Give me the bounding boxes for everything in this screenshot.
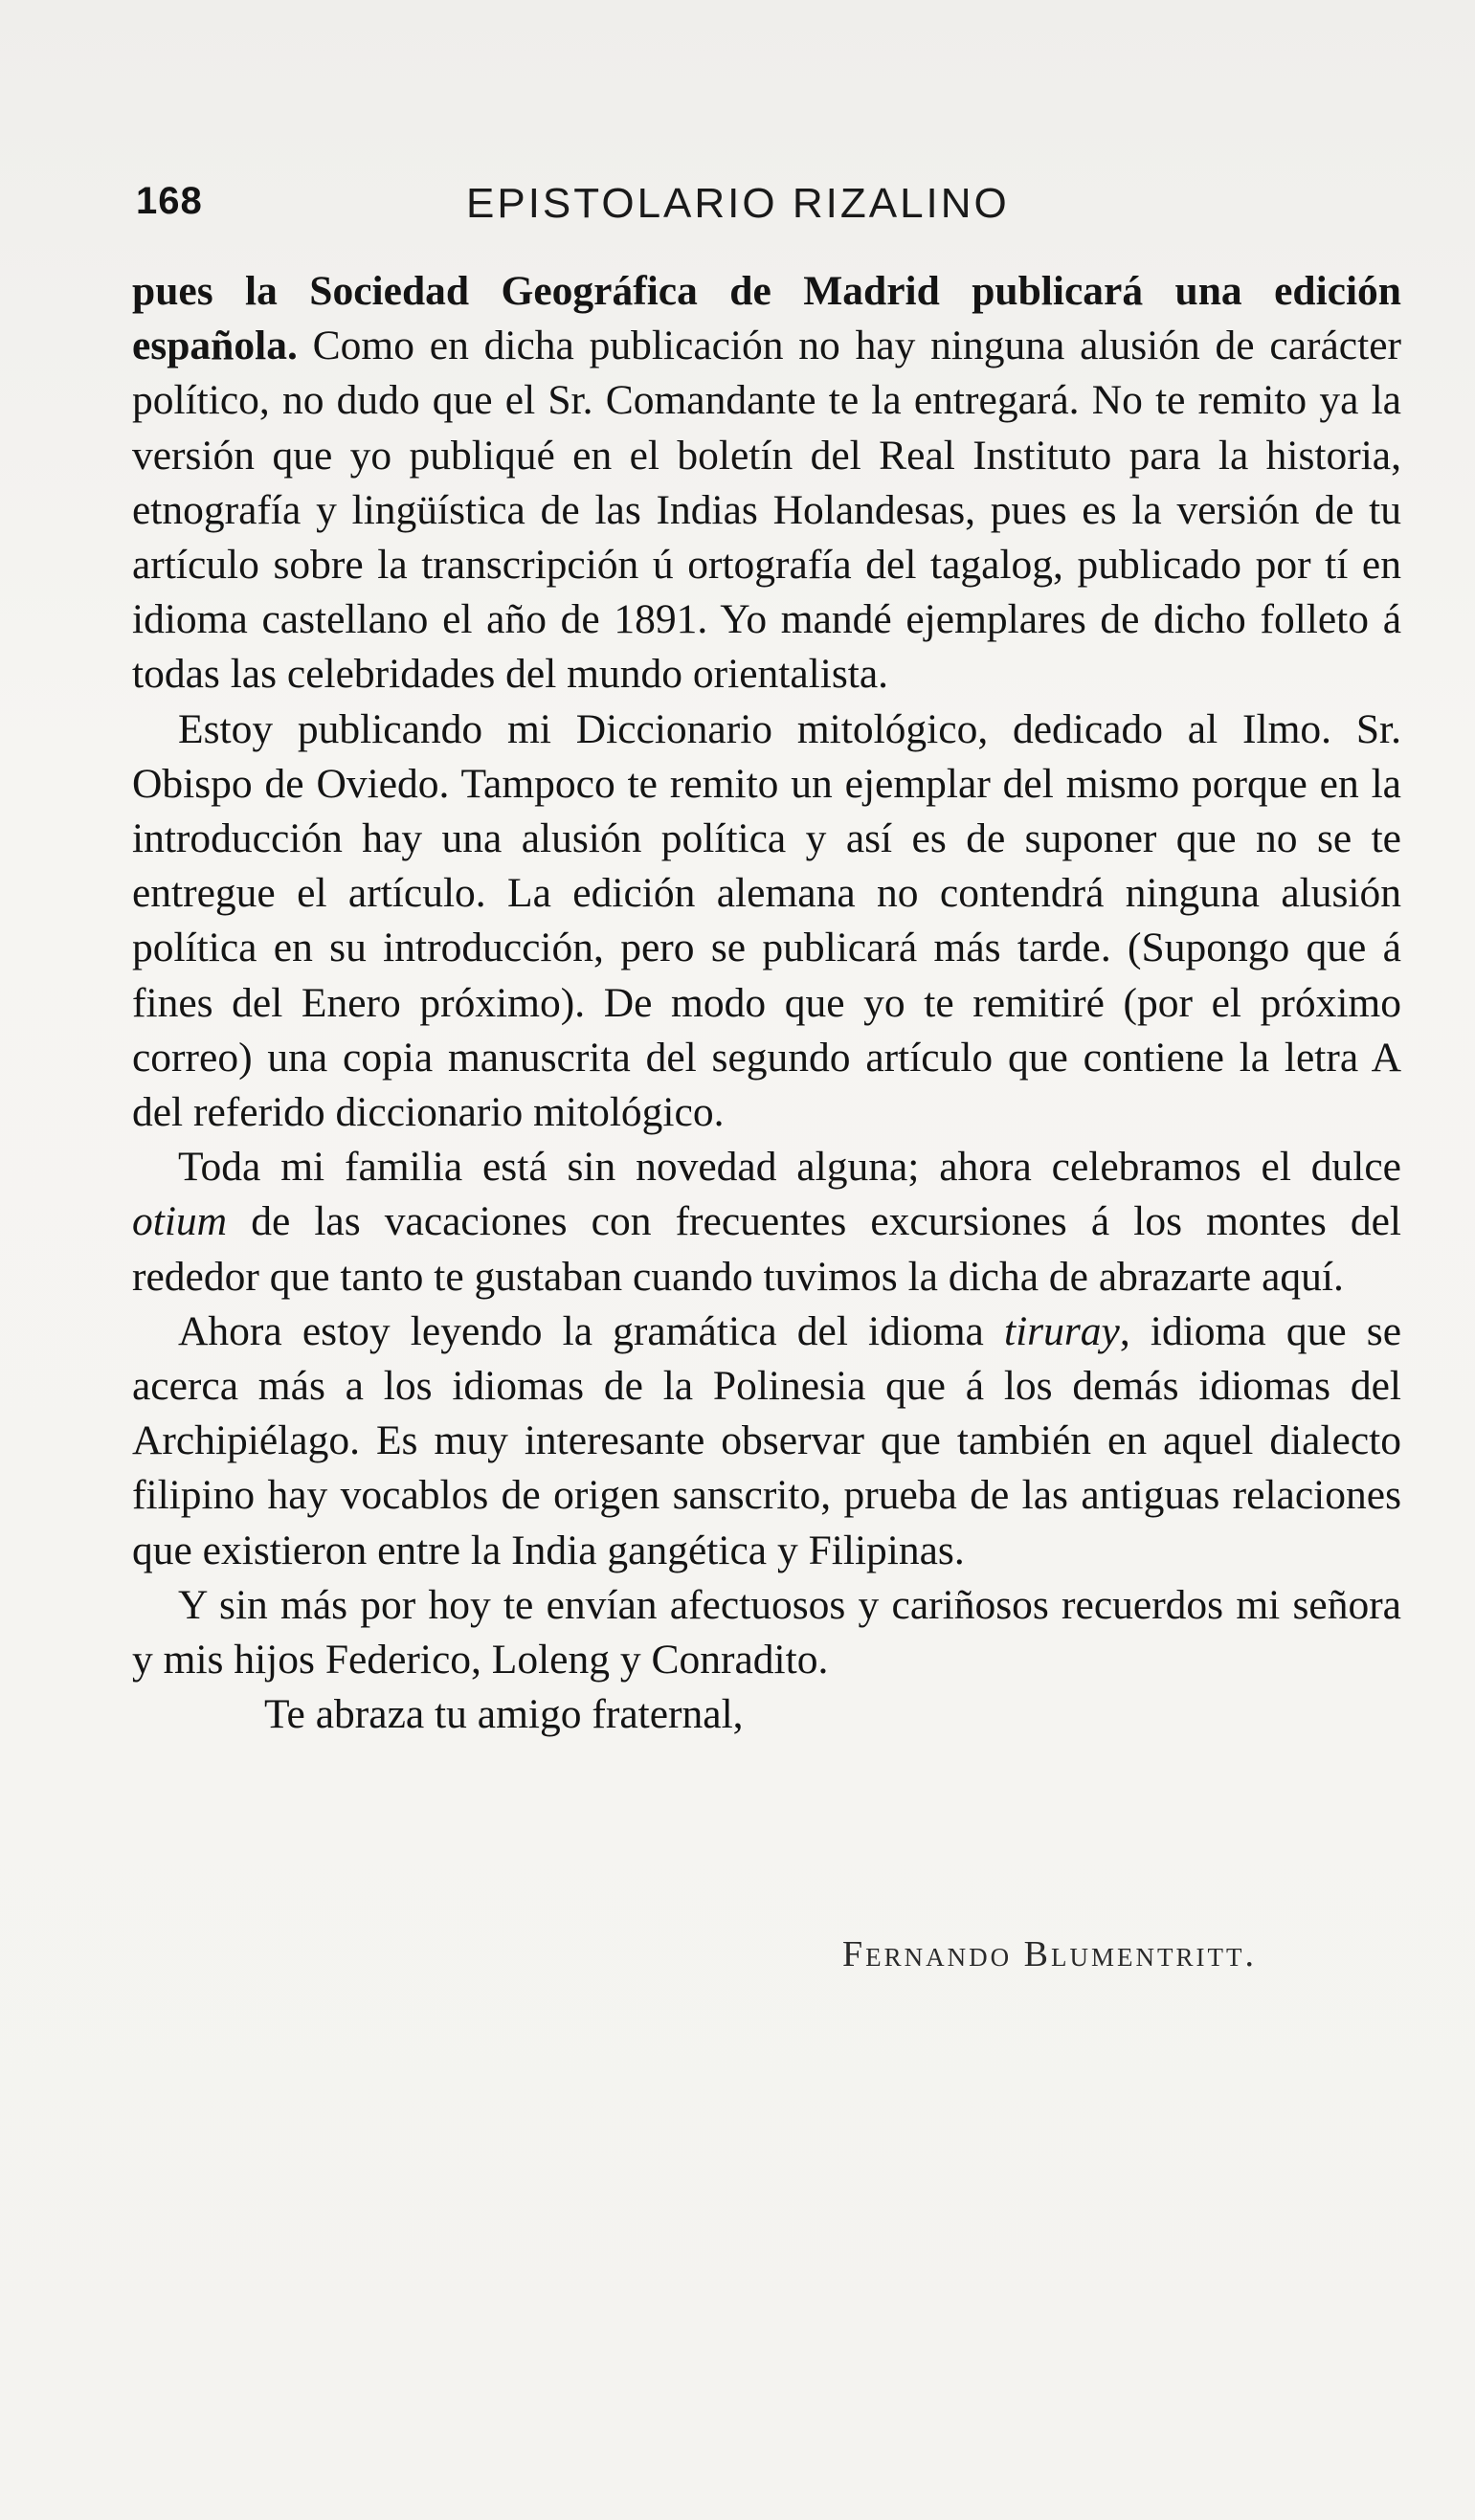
letter-body [132, 264, 1401, 1742]
page-header [136, 180, 1399, 237]
page-number: 168 [136, 180, 203, 222]
paragraph-text: Estoy publicando mi Diccionario mitológico, dedicado al Ilmo. Sr. Obispo de Oviedo. Tampoco te remito un ejemplar del mismo porque en la introducción hay una alusión política y así es de suponer que no se te entregue el artículo. La edición alemana no contendrá ninguna alusión política en su introducción, pero se publicará más tarde. (Supongo que á fines del Enero próximo). De modo que yo te remitiré (por el próximo correo) una copia manuscrita del segundo artículo que contiene la letra A del referido diccionario mitológico. [132, 705, 1401, 1136]
paragraph [132, 264, 1401, 702]
italic-term: otium [132, 1198, 228, 1245]
paragraph-text: Ahora estoy leyendo la gramática del idioma [178, 1307, 1005, 1354]
paragraph [132, 1140, 1401, 1305]
paragraph [132, 702, 1401, 1141]
paragraph-text: de las vacaciones con frecuentes excursiones á los montes del rededor que tanto te gustaban cuando tuvimos la dicha de abrazarte aquí. [132, 1198, 1401, 1300]
paragraph-text: Toda mi familia está sin novedad alguna; ahora celebramos el dulce [178, 1144, 1401, 1191]
paragraph [132, 1578, 1401, 1687]
running-title: EPISTOLARIO RIZALINO [466, 180, 1010, 227]
paragraph-text: Y sin más por hoy te envían afectuosos y cariñosos recuerdos mi señora y mis hijos Federico, Loleng y Conradito. [132, 1581, 1401, 1684]
paragraph [132, 1305, 1401, 1578]
paragraph-lead-text: pues la Sociedad Geográfica de Madrid publicará una edición española. [132, 268, 1401, 369]
signature: Fernando Blumentritt. [842, 1934, 1257, 1974]
italic-term: tiruray [1004, 1307, 1120, 1354]
paragraph-text: Como en dicha publicación no hay ninguna alusión de carácter político, no dudo que el Sr. Comandante te la entregará. No te remito ya la versión que yo publiqué en el boletín del Real Instituto para la historia, etnografía y lingüística de las Indias Holandesas, pues es la versión de tu artículo sobre la transcripción ú ortografía del tagalog, publicado por tí en idioma castellano el año de 1891. Yo mandé ejemplares de dicho folleto á todas las celebridades del mundo orientalista. [132, 323, 1401, 698]
paragraph-text: , idioma que se acerca más a los idiomas de la Polinesia que á los demás idiomas del Archipiélago. Es muy interesante observar que también en aquel dialecto filipino hay vocablos de origen sanscrito, prueba de las antiguas relaciones que existieron entre la India gangética y Filipinas. [132, 1307, 1401, 1573]
closing-line: Te abraza tu amigo fraternal, [264, 1691, 744, 1738]
